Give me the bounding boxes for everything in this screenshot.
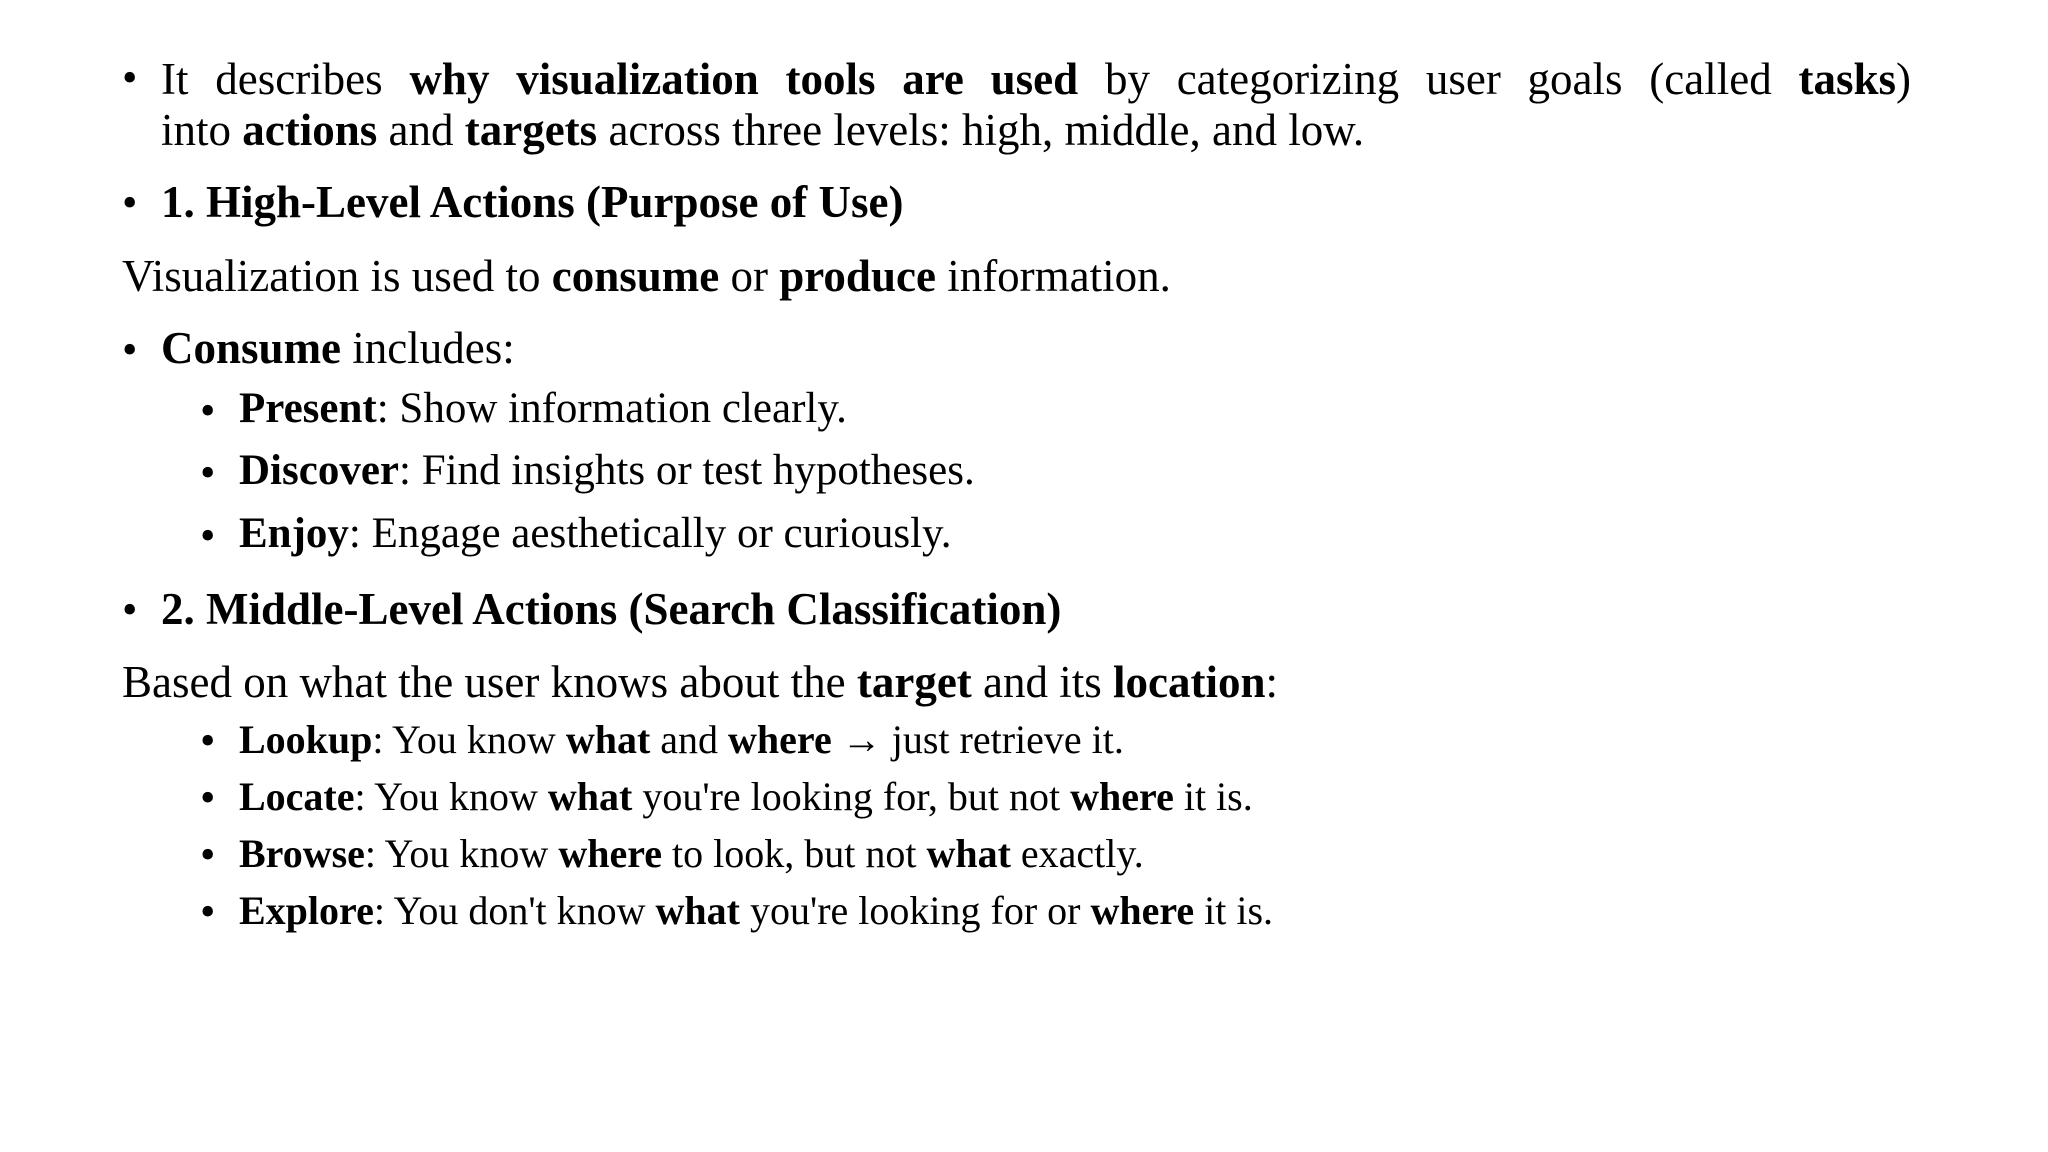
text-run: to look, but not <box>662 831 927 876</box>
intro-line-2 <box>161 104 1364 156</box>
text-run: : Engage aesthetically or curiously. <box>348 510 952 557</box>
bold-text-run: Browse <box>239 831 365 876</box>
text-run: it is. <box>1173 774 1253 819</box>
bold-text-run: where <box>1070 774 1174 819</box>
text-run: → just retrieve it. <box>831 717 1124 762</box>
bold-text-run: what <box>565 717 651 762</box>
list-item-enjoy <box>239 509 952 559</box>
bold-text-run: where <box>728 717 832 762</box>
bold-text-run: where <box>558 831 662 876</box>
bold-text-run: Consume <box>161 323 342 373</box>
text-run: you're looking for, but not <box>632 774 1071 819</box>
bullet-lookup: • <box>200 716 216 765</box>
text-run: : You don't know <box>373 888 656 933</box>
text-run: and <box>377 105 465 155</box>
bullet-intro: • <box>122 53 138 102</box>
list-item-explore <box>239 888 1273 934</box>
text-run: and its <box>971 657 1114 707</box>
bold-text-run: Locate <box>239 774 355 819</box>
bold-text-run: why visualization tools are used <box>409 54 1079 104</box>
bullet-locate: • <box>200 773 216 822</box>
text-run: : <box>1265 657 1279 707</box>
text-run: ) <box>1896 54 1912 104</box>
text-run: : You know <box>372 717 566 762</box>
middle-level-heading: 2. Middle-Level Actions (Search Classification) <box>161 584 1062 634</box>
text-run: Based on what the user knows about the <box>122 657 857 707</box>
text-run: : You know <box>354 774 548 819</box>
text-run: includes: <box>341 323 515 373</box>
list-item-lookup <box>239 717 1124 763</box>
list-item-browse <box>239 831 1144 877</box>
bold-text-run: Explore <box>239 888 374 933</box>
text-run: and <box>650 717 729 762</box>
bold-text-run: targets <box>464 105 598 155</box>
bold-text-run: where <box>1090 888 1195 933</box>
consume-line <box>161 322 515 374</box>
high-level-heading: 1. High-Level Actions (Purpose of Use) <box>161 177 904 227</box>
bold-text-run: consume <box>551 251 720 301</box>
bold-text-run: actions <box>242 105 378 155</box>
bold-text-run: what <box>547 774 633 819</box>
intro-line-1 <box>161 54 1911 104</box>
text-run: across three levels: high, middle, and low. <box>597 105 1365 155</box>
bold-text-run: target <box>856 657 972 707</box>
text-run: it is. <box>1194 888 1274 933</box>
text-run: : Find insights or test hypotheses. <box>399 447 975 494</box>
bullet-high-level: • <box>122 178 138 227</box>
text-run: or <box>719 251 780 301</box>
list-item-discover <box>239 446 975 496</box>
bold-text-run: produce <box>779 251 936 301</box>
bullet-explore: • <box>200 887 216 936</box>
text-run: into <box>161 105 243 155</box>
bullet-present: • <box>200 386 216 435</box>
text-run: by categorizing user goals (called <box>1078 54 1799 104</box>
bullet-enjoy: • <box>200 511 216 560</box>
bold-text-run: what <box>926 831 1011 876</box>
text-run: Visualization is used to <box>122 251 552 301</box>
text-run: you're looking for or <box>740 888 1091 933</box>
text-run: information. <box>935 251 1171 301</box>
bold-text-run: Lookup <box>239 717 373 762</box>
bold-text-run: tasks <box>1798 54 1897 104</box>
bold-text-run: Enjoy <box>239 510 349 557</box>
list-item-locate <box>239 774 1253 820</box>
text-run: It describes <box>161 54 410 104</box>
middle-level-para <box>122 656 1278 708</box>
bold-text-run: what <box>655 888 740 933</box>
bold-text-run: Present <box>239 385 377 432</box>
bullet-middle-level: • <box>122 585 138 634</box>
bold-text-run: location <box>1113 657 1266 707</box>
high-level-para <box>122 250 1171 302</box>
bold-text-run: Discover <box>239 447 399 494</box>
text-run: : You know <box>364 831 559 876</box>
list-item-present <box>239 384 847 434</box>
bullet-browse: • <box>200 830 216 879</box>
text-run: exactly. <box>1010 831 1144 876</box>
text-run: : Show information clearly. <box>376 385 847 432</box>
bullet-consume: • <box>122 325 138 374</box>
bullet-discover: • <box>200 448 216 497</box>
